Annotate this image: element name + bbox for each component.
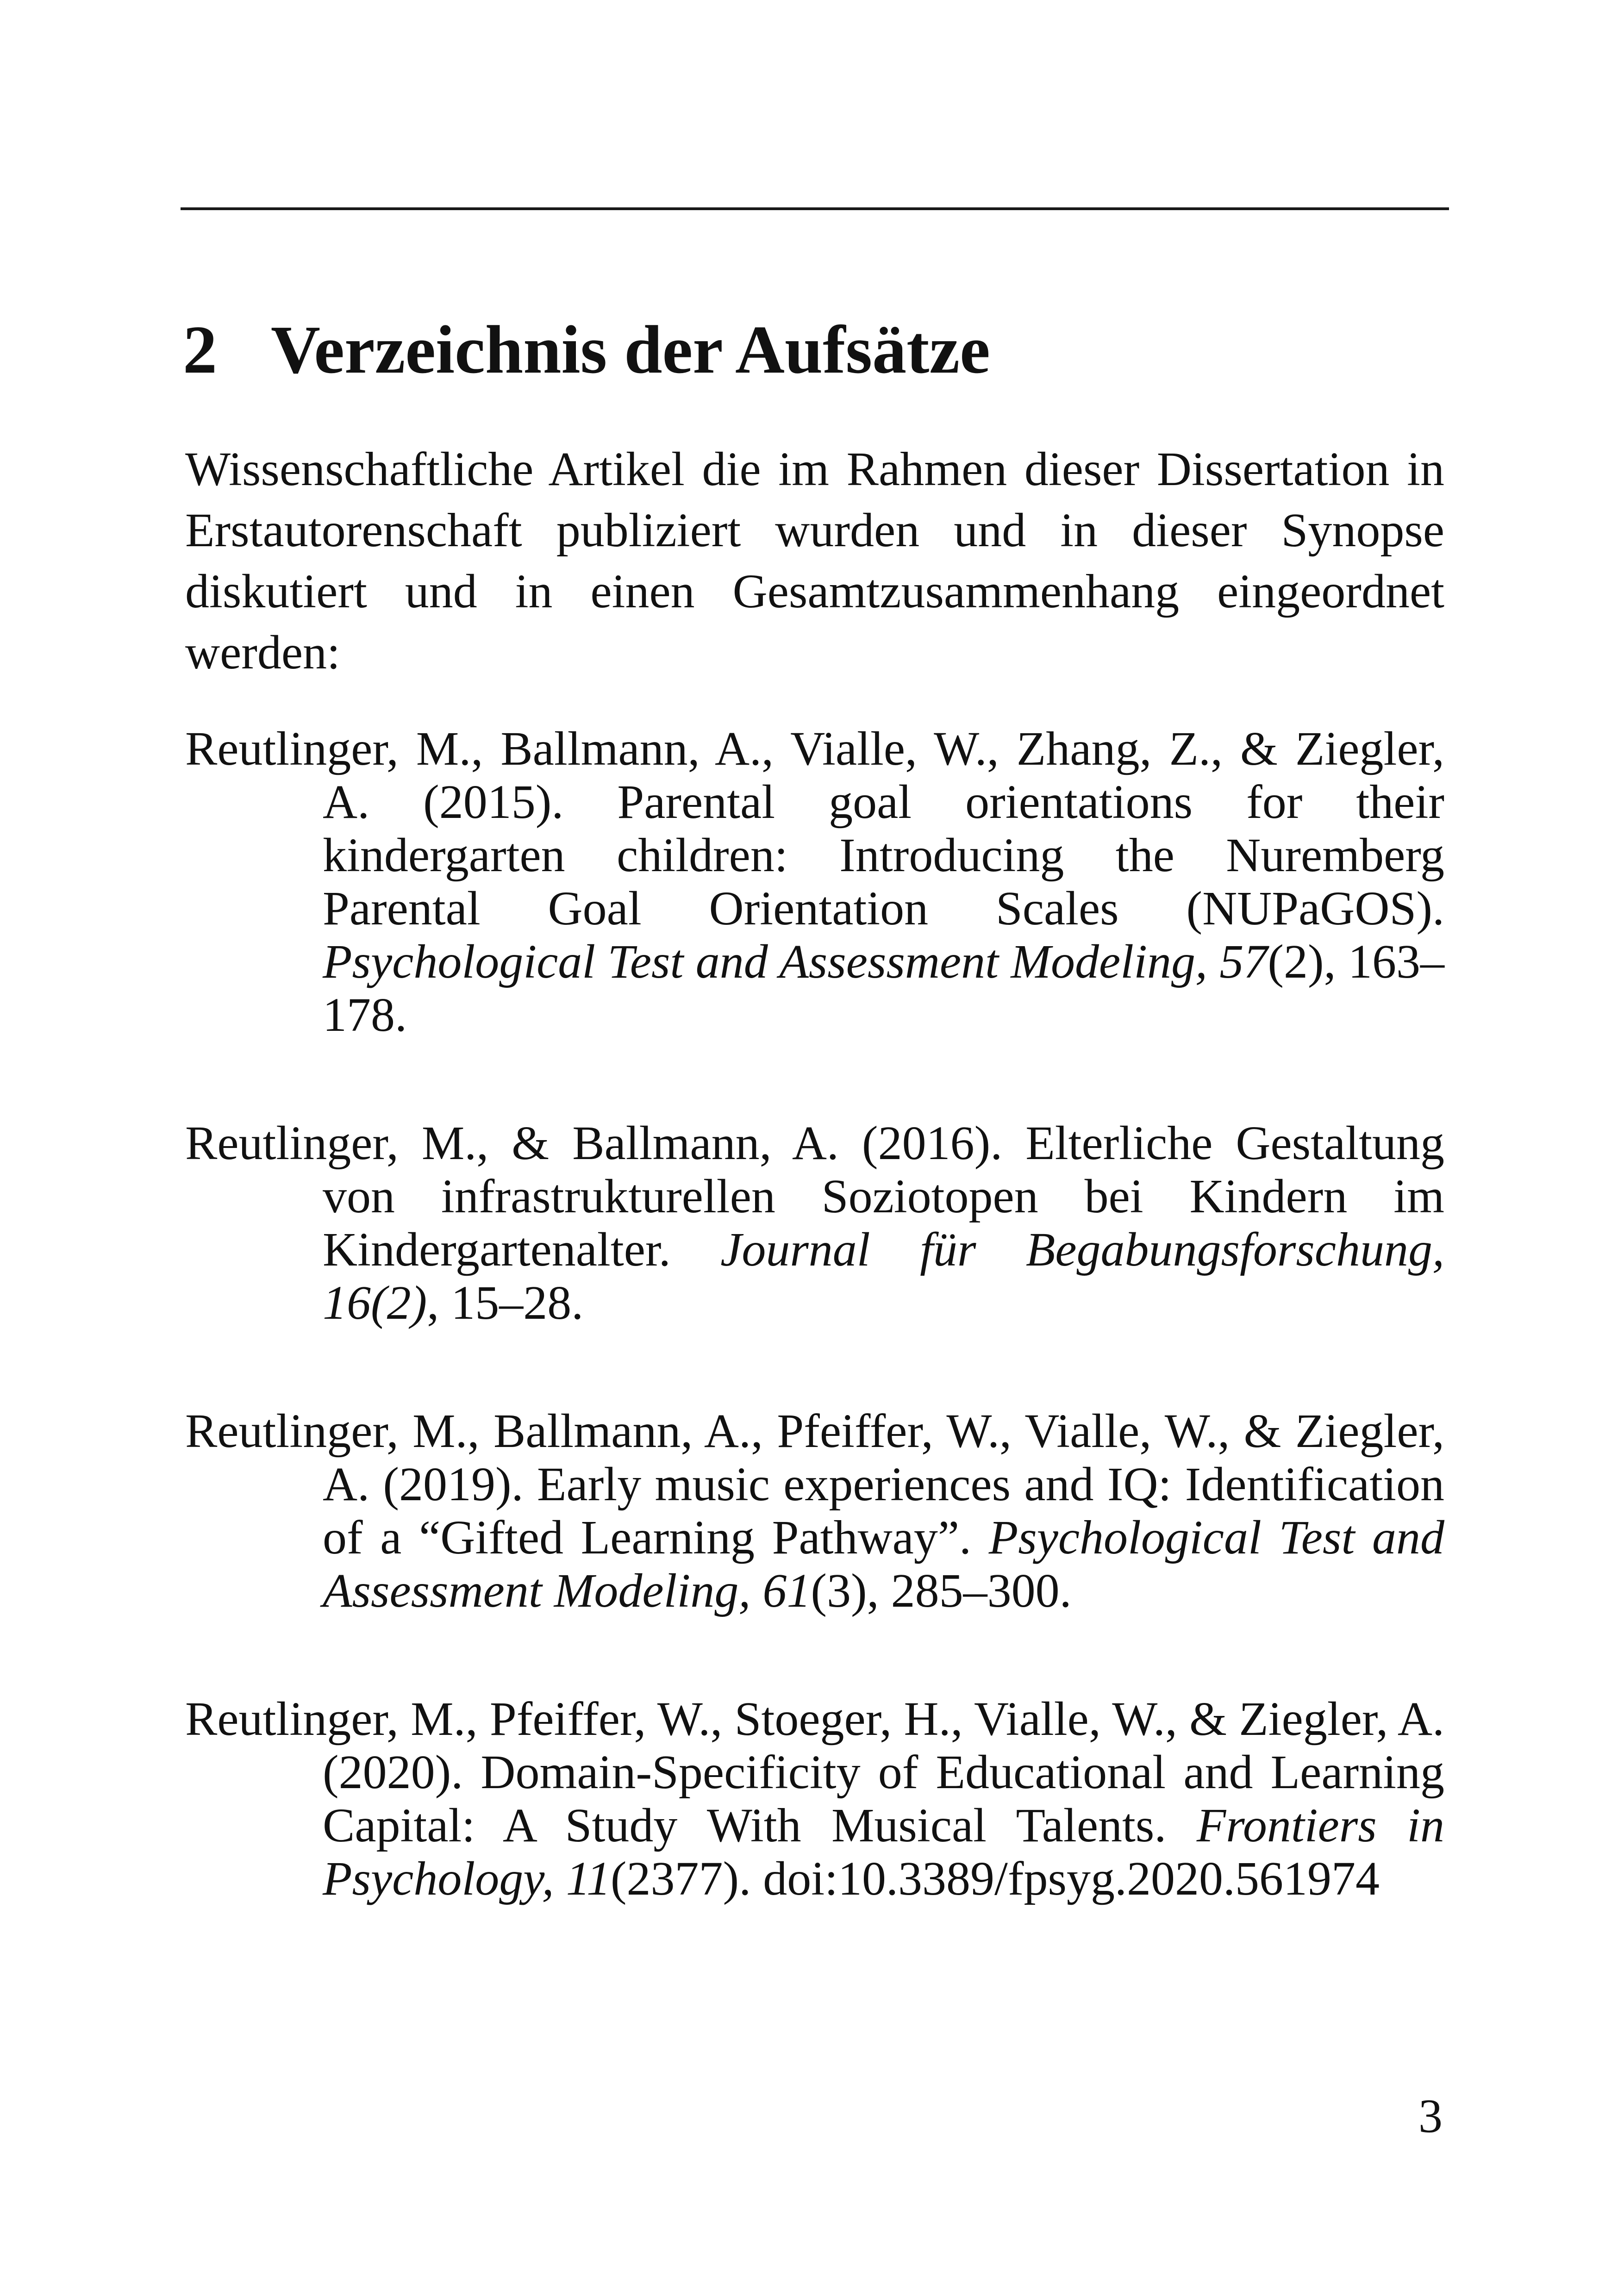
reference-text: Reutlinger, M., Ballmann, A., Vialle, W., Zhang, Z., & Ziegler, A. (2015). Parental goal orientations for their kindergarten children: Introducing the Nuremberg Parental Goal Orientation Scales (NUPaGOS). [185,722,1444,935]
reference-journal: Frontiers in Psychology, 11 [323,1799,1444,1905]
reference-journal: Psychological Test and Assessment Modeling, 57 [323,935,1268,988]
reference-journal: Journal für Begabungsforschung, 16(2) [323,1223,1444,1329]
page-number: 3 [1418,2089,1443,2143]
chapter-title: Verzeichnis der Aufsätze [271,312,990,388]
intro-paragraph: Wissenschaftliche Artikel die im Rahmen dieser Dissertation in Erstautorenschaft publiziert wurden und in dieser Synopse diskutiert und in einen Gesamtzusammenhang eingeordnet werden: [185,443,1444,679]
reference-item-2 [185,1116,1444,1329]
reference-pages: (2), 163–178. [323,935,1444,1041]
reference-text: Reutlinger, M., & Ballmann, A. (2016). Elterliche Gestaltung von infrastrukturellen Soziotopen bei Kindern im Kindergartenalter. [185,1116,1444,1276]
reference-text: Reutlinger, M., Ballmann, A., Pfeiffer, W., Vialle, W., & Ziegler, A. (2019). Early music experiences and IQ: Identification of a “Gifted Learning Pathway”. [185,1404,1444,1564]
reference-item-4 [185,1692,1444,1905]
header-rule [181,207,1449,210]
chapter-heading [183,309,990,392]
reference-item-3 [185,1404,1444,1617]
reference-text: Reutlinger, M., Pfeiffer, W., Stoeger, H., Vialle, W., & Ziegler, A. (2020). Domain-Specificity of Educational and Learning Capital: A Study With Musical Talents. [185,1692,1444,1852]
reference-pages: (3), 285–300. [811,1564,1072,1617]
reference-journal: Psychological Test and Assessment Modeling, 61 [323,1511,1445,1617]
reference-item-1 [185,722,1444,1041]
reference-pages: , 15–28. [427,1276,584,1329]
reference-pages: (2377). doi:10.3389/fpsyg.2020.561974 [610,1852,1380,1905]
reference-list [185,722,1444,1980]
chapter-number: 2 [183,312,217,388]
